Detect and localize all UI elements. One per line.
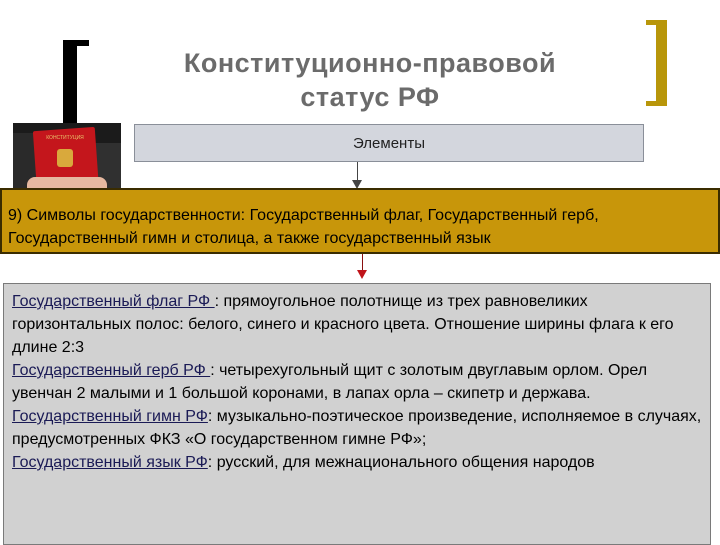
detail-term: Государственный герб РФ	[12, 362, 211, 379]
left-bracket-decoration	[63, 40, 77, 126]
book-title-text: КОНСТИТУЦИЯ	[46, 135, 84, 141]
detail-term: Государственный язык РФ	[12, 454, 208, 471]
right-bracket-top-decoration	[646, 20, 667, 25]
detail-anthem	[12, 405, 704, 451]
title-line-2: статус РФ	[300, 82, 440, 112]
detail-text: : четырехугольный щит с золотым двуглавым орлом. Орел увенчан 2 малыми и 1 большой коронами, в лапах орла – скипетр и держава.	[12, 362, 648, 402]
title-line-1: Конституционно-правовой	[183, 48, 557, 78]
detail-text: : музыкально-поэтическое произведение, исполняемое в случаях, предусмотренных ФКЗ «О государственном гимне РФ»;	[12, 408, 702, 448]
detail-flag	[12, 290, 704, 359]
detail-text: : русский, для межнационального общения народов	[207, 454, 595, 471]
symbols-text: 9) Символы государственности: Государственный флаг, Государственный герб, Государственный гимн и столица, а также государственный язык	[8, 207, 599, 247]
book-emblem-icon	[57, 149, 73, 167]
detail-term: Государственный флаг РФ	[12, 293, 215, 310]
arrow-down-red-icon	[357, 270, 367, 279]
detail-term: Государственный гимн РФ	[12, 408, 208, 425]
constitution-photo	[13, 123, 121, 193]
elements-box	[134, 124, 644, 162]
right-bracket-bottom-decoration	[646, 101, 667, 106]
left-bracket-top-decoration	[63, 40, 89, 46]
symbols-box	[0, 188, 720, 254]
right-bracket-decoration	[656, 20, 667, 106]
detail-language	[12, 451, 704, 474]
details-box	[3, 283, 711, 545]
elements-label: Элементы	[353, 134, 425, 152]
detail-text: : прямоугольное полотнище из трех равновеликих горизонтальных полос: белого, синего и красного цвета. Отношение ширины флага к его длине 2:3	[12, 293, 674, 356]
detail-coat-of-arms	[12, 359, 704, 405]
page-title	[130, 46, 610, 114]
